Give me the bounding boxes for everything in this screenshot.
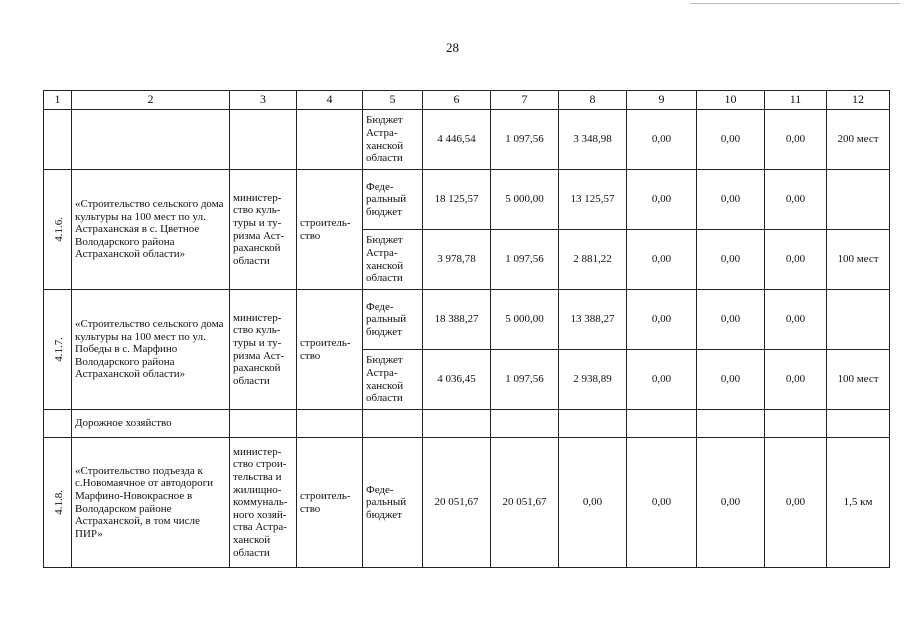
cell-type: строитель-ство [297, 170, 363, 290]
cell-empty [627, 410, 697, 438]
cell-name: «Строительство подъезда к с.Новомаячное от автодороги Марфино-Новокрасное в Володарском районе Астраханской, в том числе ПИР» [72, 438, 230, 568]
page-number: 28 [446, 40, 459, 55]
header-col-10: 10 [697, 91, 765, 110]
cell-year-1: 20 051,67 [491, 438, 559, 568]
cell-empty [559, 410, 627, 438]
cell-year-5: 0,00 [765, 438, 827, 568]
cell-num: 4.1.8. [44, 438, 72, 568]
cell-total: 4 446,54 [423, 110, 491, 170]
cell-name [72, 110, 230, 170]
cell-year-4: 0,00 [697, 438, 765, 568]
cell-result: 1,5 км [827, 438, 890, 568]
cell-year-2: 3 348,98 [559, 110, 627, 170]
cell-year-3: 0,00 [627, 350, 697, 410]
cell-year-4: 0,00 [697, 230, 765, 290]
cell-year-2: 2 881,22 [559, 230, 627, 290]
table-row [44, 438, 890, 568]
cell-year-4: 0,00 [697, 290, 765, 350]
header-col-2: 2 [72, 91, 230, 110]
cell-year-5: 0,00 [765, 230, 827, 290]
cell-year-4: 0,00 [697, 110, 765, 170]
header-col-4: 4 [297, 91, 363, 110]
cell-result [827, 290, 890, 350]
cell-total: 18 125,57 [423, 170, 491, 230]
header-col-3: 3 [230, 91, 297, 110]
cell-result: 100 мест [827, 350, 890, 410]
cell-ministry: министер-ство куль-туры и ту-ризма Аст-раханской области [230, 290, 297, 410]
table-row [44, 110, 890, 170]
cell-year-5: 0,00 [765, 350, 827, 410]
cell-num [44, 110, 72, 170]
header-col-7: 7 [491, 91, 559, 110]
cell-result: 200 мест [827, 110, 890, 170]
table-row [44, 170, 890, 230]
budget-table [43, 90, 890, 568]
cell-empty [297, 410, 363, 438]
cell-total: 4 036,45 [423, 350, 491, 410]
cell-empty [697, 410, 765, 438]
cell-year-3: 0,00 [627, 290, 697, 350]
header-row [44, 91, 890, 110]
cell-name: «Строительство сельского дома культуры на 100 мест по ул. Астраханская в с. Цветное Володарского района Астраханской области» [72, 170, 230, 290]
cell-num [44, 410, 72, 438]
cell-year-5: 0,00 [765, 170, 827, 230]
cell-empty [491, 410, 559, 438]
cell-year-2: 2 938,89 [559, 350, 627, 410]
cell-year-1: 1 097,56 [491, 350, 559, 410]
cell-year-5: 0,00 [765, 290, 827, 350]
header-col-11: 11 [765, 91, 827, 110]
header-col-9: 9 [627, 91, 697, 110]
cell-result [827, 170, 890, 230]
cell-type [297, 110, 363, 170]
cell-year-2: 13 388,27 [559, 290, 627, 350]
cell-empty [765, 410, 827, 438]
cell-budget-source: Бюджет Астра-ханской области [363, 110, 423, 170]
cell-result: 100 мест [827, 230, 890, 290]
cell-year-4: 0,00 [697, 350, 765, 410]
cell-empty [230, 410, 297, 438]
cell-empty [827, 410, 890, 438]
cell-year-3: 0,00 [627, 438, 697, 568]
cell-budget-source: Феде-ральный бюджет [363, 438, 423, 568]
cell-year-3: 0,00 [627, 230, 697, 290]
header-col-1: 1 [44, 91, 72, 110]
cell-total: 18 388,27 [423, 290, 491, 350]
cell-year-3: 0,00 [627, 170, 697, 230]
cell-year-5: 0,00 [765, 110, 827, 170]
cell-year-1: 1 097,56 [491, 110, 559, 170]
cell-type: строитель-ство [297, 438, 363, 568]
cell-year-1: 5 000,00 [491, 170, 559, 230]
cell-year-3: 0,00 [627, 110, 697, 170]
header-col-8: 8 [559, 91, 627, 110]
cell-ministry: министер-ство куль-туры и ту-ризма Аст-раханской области [230, 170, 297, 290]
cell-empty [423, 410, 491, 438]
cell-empty [363, 410, 423, 438]
header-col-6: 6 [423, 91, 491, 110]
cell-budget-source: Феде-ральный бюджет [363, 290, 423, 350]
cell-budget-source: Бюджет Астра-ханской области [363, 350, 423, 410]
cell-ministry: министер-ство строи-тельства и жилищно-коммуналь-ного хозяй-ства Астра-ханской области [230, 438, 297, 568]
section-title: Дорожное хозяйство [72, 410, 230, 438]
cell-num: 4.1.7. [44, 290, 72, 410]
cell-year-2: 13 125,57 [559, 170, 627, 230]
cell-name: «Строительство сельского дома культуры на 100 мест по ул. Победы в с. Марфино Володарского района Астраханской области» [72, 290, 230, 410]
cell-ministry [230, 110, 297, 170]
cell-total: 3 978,78 [423, 230, 491, 290]
cell-budget-source: Бюджет Астра-ханской области [363, 230, 423, 290]
cell-year-2: 0,00 [559, 438, 627, 568]
table-row [44, 290, 890, 350]
section-row [44, 410, 890, 438]
scan-artifact-line [690, 3, 900, 4]
cell-num: 4.1.6. [44, 170, 72, 290]
cell-total: 20 051,67 [423, 438, 491, 568]
cell-year-1: 1 097,56 [491, 230, 559, 290]
cell-year-4: 0,00 [697, 170, 765, 230]
cell-type: строитель-ство [297, 290, 363, 410]
cell-year-1: 5 000,00 [491, 290, 559, 350]
header-col-5: 5 [363, 91, 423, 110]
header-col-12: 12 [827, 91, 890, 110]
cell-budget-source: Феде-ральный бюджет [363, 170, 423, 230]
